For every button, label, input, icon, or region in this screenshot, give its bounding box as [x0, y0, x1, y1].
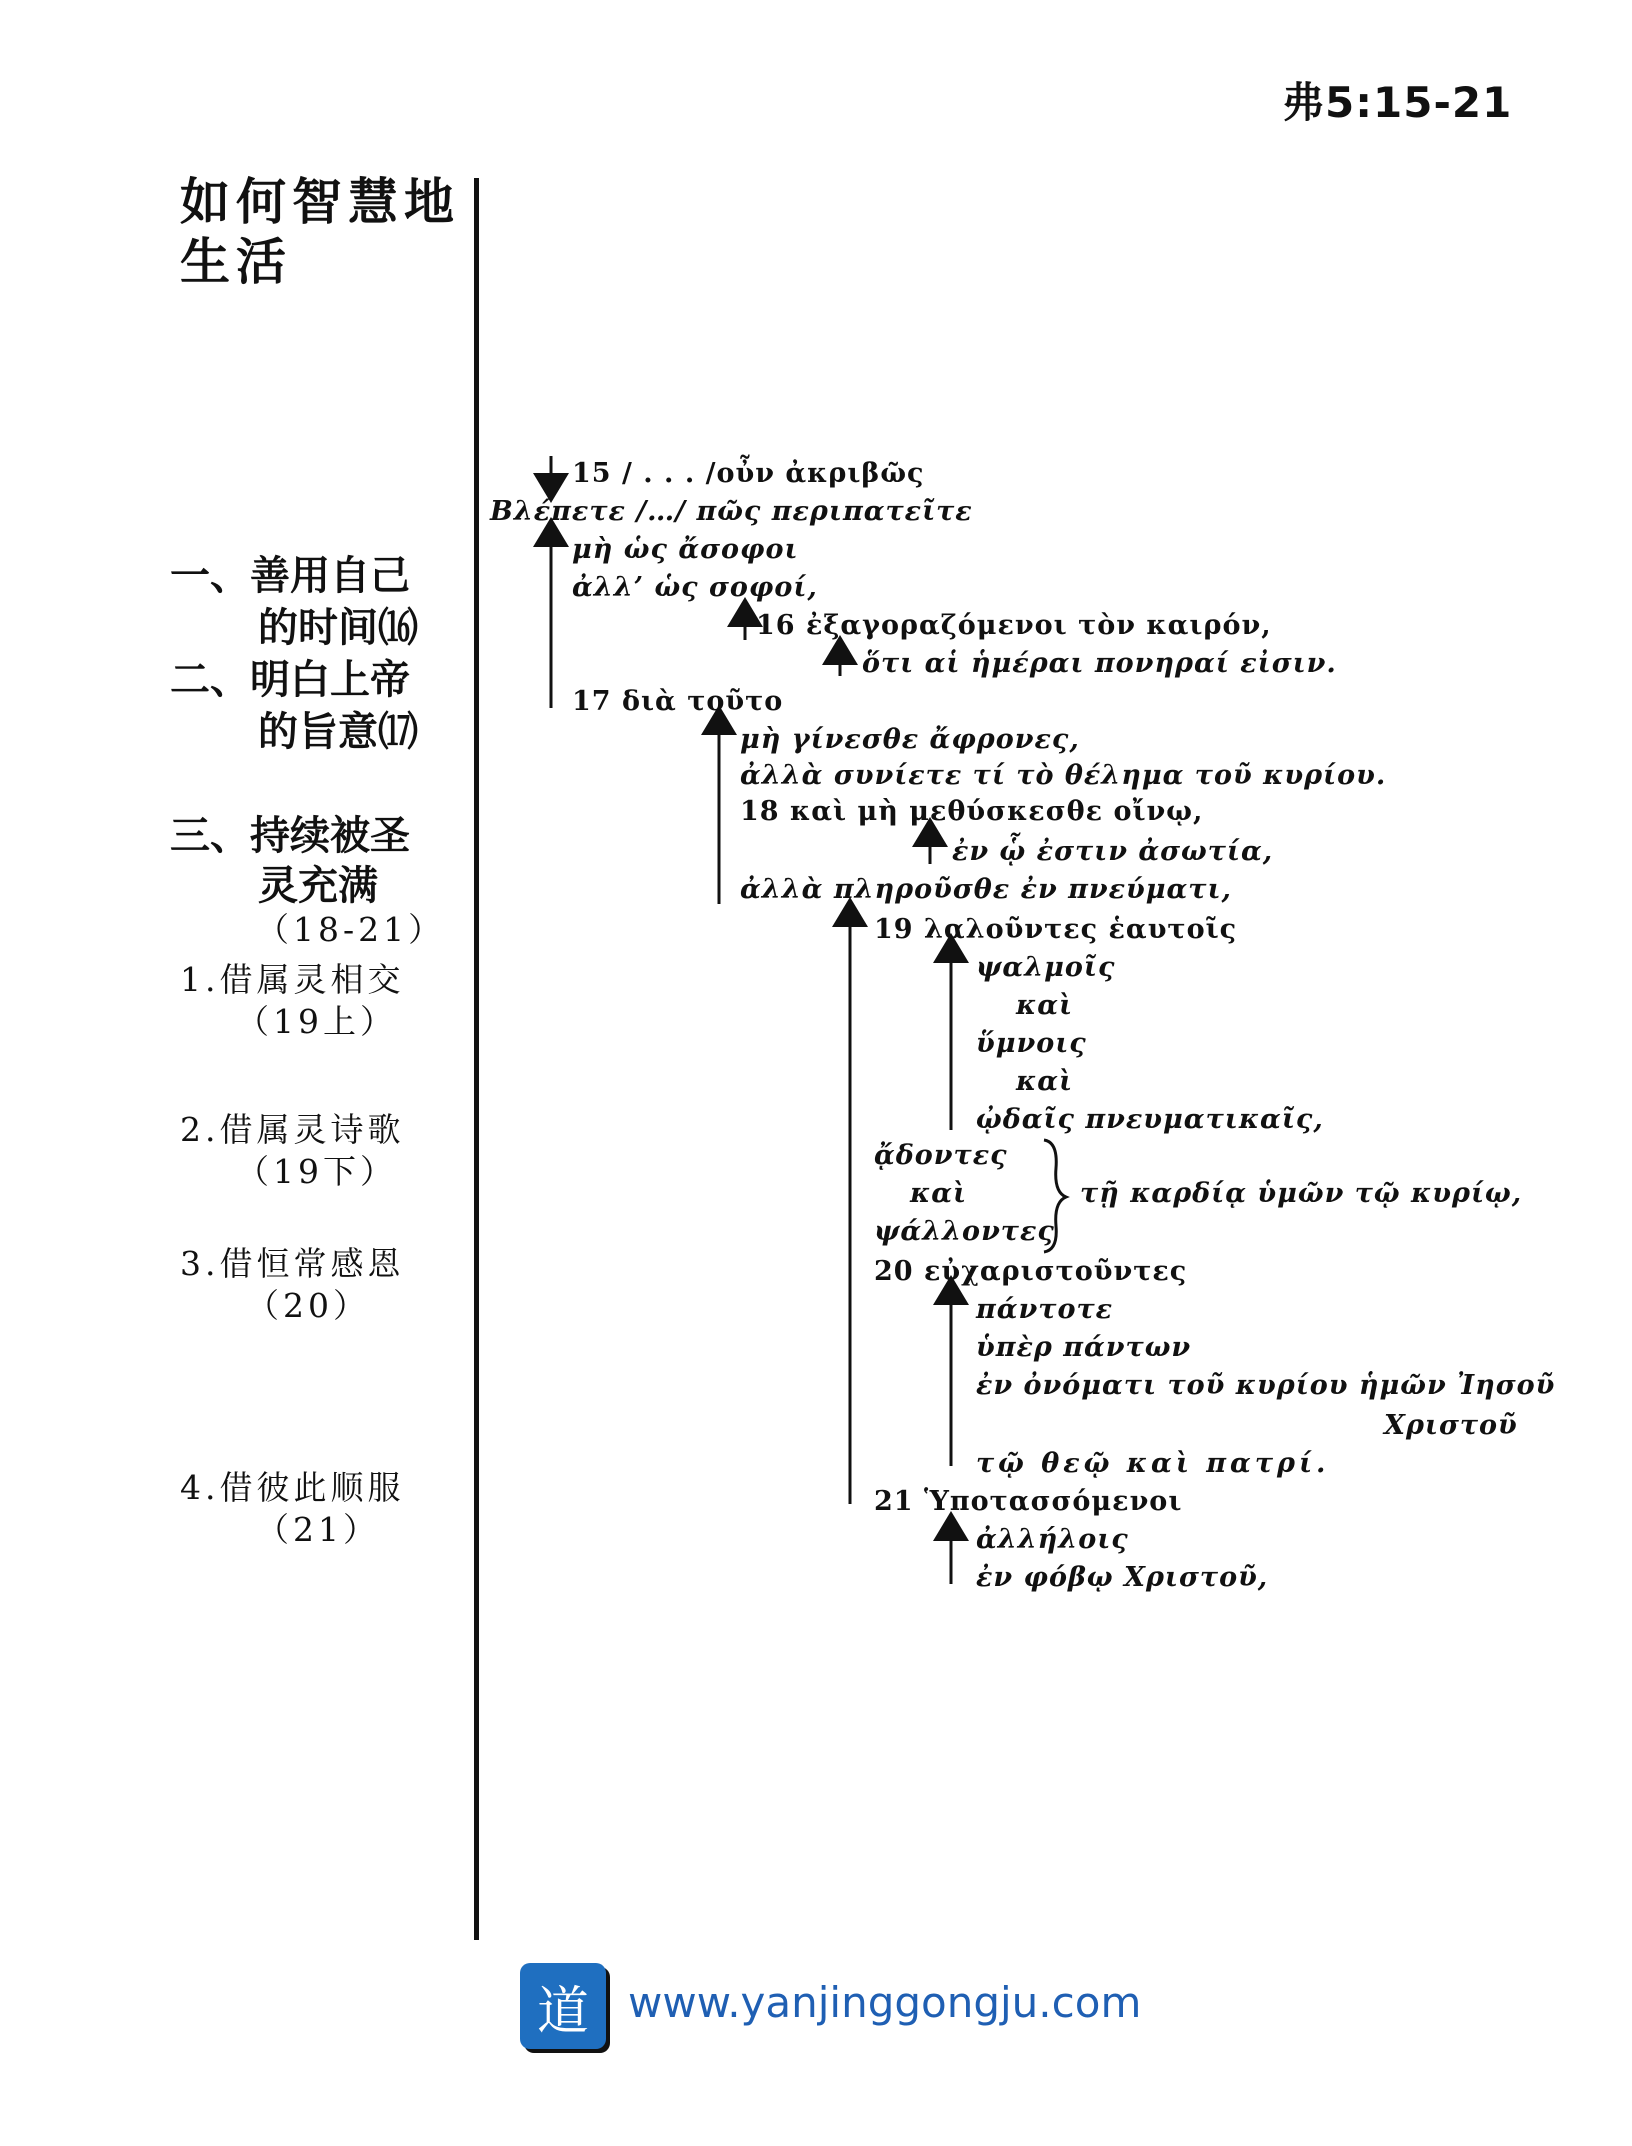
- logo-icon: 道: [520, 1963, 606, 2049]
- greek-line: ψαλμοῖς: [976, 952, 1116, 983]
- greek-line: τῇ καρδίᾳ ὑμῶν τῷ κυρίῳ,: [1080, 1178, 1523, 1209]
- outline-heading-2-cont: 的旨意⒄: [258, 709, 418, 755]
- greek-line: τῷ θεῷ καὶ πατρί.: [976, 1448, 1330, 1479]
- greek-line: ψάλλοντες: [874, 1216, 1055, 1247]
- outline-sub-1: 1.借属灵相交: [180, 960, 405, 999]
- website-link[interactable]: www.yanjinggongju.com: [628, 1978, 1142, 2027]
- passage-reference: 弗5:15-21: [1282, 78, 1513, 127]
- greek-line: μὴ ὡς ἄσοφοι: [572, 534, 799, 565]
- greek-line: ἀλλὰ συνίετε τί τὸ θέλημα τοῦ κυρίου.: [740, 760, 1387, 791]
- greek-line: ὅτι αἱ ἡμέραι πονηραί εἰσιν.: [862, 648, 1337, 679]
- outline-sub-2: 2.借属灵诗歌: [180, 1110, 405, 1149]
- greek-line: ὑπὲρ πάντων: [976, 1332, 1192, 1363]
- greek-line: ἀλλ’ ὡς σοφοί,: [572, 572, 818, 603]
- greek-line-20: 20 εὐχαριστοῦντες: [874, 1256, 1188, 1287]
- outline-sub-2-verses: （19下）: [236, 1152, 397, 1191]
- greek-line-15: 15 / . . . /οὖν ἀκριβῶς: [572, 458, 925, 489]
- greek-line: καὶ: [1016, 1066, 1074, 1097]
- outline-sub-4-verses: （21）: [256, 1510, 380, 1549]
- outline-heading-1-cont: 的时间⒃: [258, 605, 418, 651]
- outline-sub-3: 3.借恒常感恩: [180, 1244, 405, 1283]
- outline-heading-3-verses: （18-21）: [256, 910, 446, 949]
- greek-line-21: 21 Ὑποτασσόμενοι: [874, 1486, 1183, 1517]
- greek-line-18: 18 καὶ μὴ μεθύσκεσθε οἴνῳ,: [740, 796, 1204, 827]
- greek-line: ἐν φόβῳ Χριστοῦ,: [976, 1562, 1269, 1593]
- greek-line: πάντοτε: [976, 1294, 1114, 1325]
- greek-line: ἐν ᾧ ἐστιν ἀσωτία,: [952, 836, 1274, 867]
- greek-line-16: 16 ἐξαγοραζόμενοι τὸν καιρόν,: [756, 610, 1272, 641]
- greek-line: μὴ γίνεσθε ἄφρονες,: [740, 724, 1080, 755]
- greek-line: ὕμνοις: [976, 1028, 1087, 1059]
- outline-heading-2: 二、明白上帝: [170, 657, 410, 703]
- greek-line-17: 17 διὰ τοῦτο: [572, 686, 784, 717]
- outline-sub-4: 4.借彼此顺服: [180, 1468, 405, 1507]
- greek-line: καὶ: [910, 1178, 968, 1209]
- greek-line-19: 19 λαλοῦντες ἑαυτοῖς: [874, 914, 1238, 945]
- greek-line-main-verb: Βλέπετε /…/ πῶς περιπατεῖτε: [490, 496, 973, 527]
- page-title: 如何智慧地生活: [180, 173, 460, 291]
- greek-line: ἀλλήλοις: [976, 1524, 1129, 1555]
- greek-line: καὶ: [1016, 990, 1074, 1021]
- outline-heading-3-cont: 灵充满: [258, 863, 378, 909]
- outline-heading-1: 一、善用自己: [170, 553, 410, 599]
- outline-sub-3-verses: （20）: [246, 1286, 370, 1325]
- greek-line: ᾠδαῖς πνευματικαῖς,: [976, 1104, 1324, 1135]
- greek-line: ἐν ὀνόματι τοῦ κυρίου ἡμῶν Ἰησοῦ: [976, 1370, 1556, 1401]
- greek-line: ᾄδοντες: [874, 1140, 1008, 1171]
- greek-line: ἀλλὰ πληροῦσθε ἐν πνεύματι,: [740, 874, 1232, 905]
- outline-heading-3: 三、持续被圣: [170, 813, 410, 859]
- outline-sub-1-verses: （19上）: [236, 1002, 397, 1041]
- greek-line: Χριστοῦ: [1384, 1410, 1518, 1441]
